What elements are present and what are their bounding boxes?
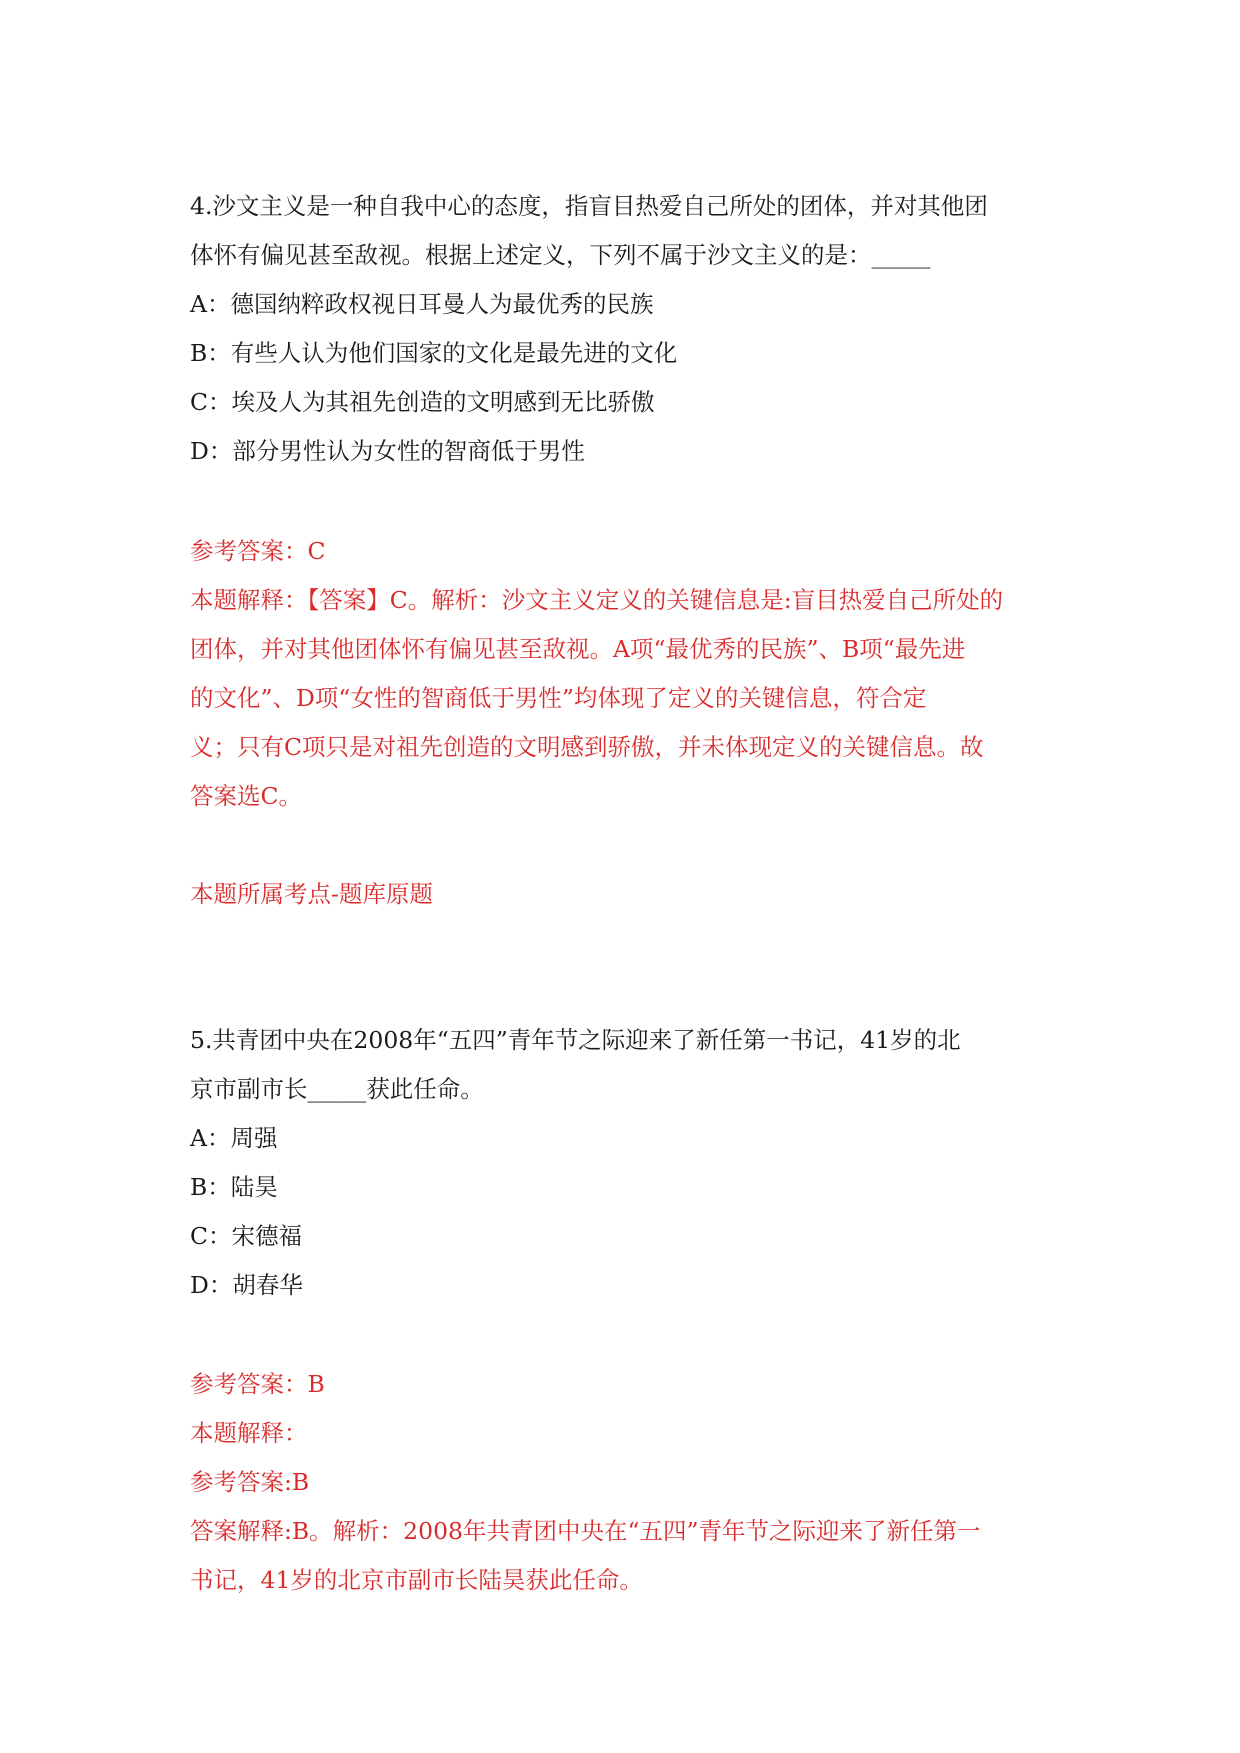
option-a: A：周强	[190, 1124, 278, 1152]
explanation-line: 答案选C。	[190, 782, 302, 810]
explanation-line: 的文化”、D项“女性的智商低于男性”均体现了定义的关键信息，符合定	[190, 684, 927, 712]
explanation-line: 书记，41岁的北京市副市长陆昊获此任命。	[190, 1566, 643, 1594]
option-b: B：陆昊	[190, 1173, 278, 1201]
question-4-stem	[190, 182, 1060, 280]
question-5-ref-answer	[190, 1458, 1060, 1507]
question-5-explanation-label	[190, 1409, 1060, 1458]
option-a: A：德国纳粹政权视日耳曼人为最优秀的民族	[190, 290, 654, 318]
option-d: D：部分男性认为女性的智商低于男性	[190, 437, 585, 465]
reference-answer: 参考答案：C	[190, 537, 326, 565]
option-c: C：宋德福	[190, 1222, 302, 1250]
question-stem-line: 5.共青团中央在2008年“五四”青年节之际迎来了新任第一书记，41岁的北	[190, 1026, 961, 1054]
reference-answer-alt: 参考答案:B	[190, 1468, 310, 1496]
explanation-line: 本题解释：【答案】C。解析：沙文主义定义的关键信息是:盲目热爱自己所处的	[190, 586, 1004, 614]
question-4-knowledge-point	[190, 870, 1060, 919]
question-stem-line: 4.沙文主义是一种自我中心的态度，指盲目热爱自己所处的团体，并对其他团	[190, 192, 988, 220]
question-stem-line: 体怀有偏见甚至敌视。根据上述定义，下列不属于沙文主义的是：_____	[190, 241, 931, 269]
question-4-answer	[190, 527, 1060, 576]
explanation-line: 义；只有C项只是对祖先创造的文明感到骄傲，并未体现定义的关键信息。故	[190, 733, 984, 761]
question-stem-line: 京市副市长_____获此任命。	[190, 1075, 484, 1103]
knowledge-point: 本题所属考点-题库原题	[190, 880, 433, 908]
question-4-options	[190, 280, 1060, 476]
question-5-answer	[190, 1360, 1060, 1409]
question-5-explanation	[190, 1507, 1060, 1605]
option-c: C：埃及人为其祖先创造的文明感到无比骄傲	[190, 388, 655, 416]
explanation-line: 团体，并对其他团体怀有偏见甚至敌视。A项“最优秀的民族”、B项“最先进	[190, 635, 966, 663]
option-b: B：有些人认为他们国家的文化是最先进的文化	[190, 339, 678, 367]
question-5-stem	[190, 1016, 1060, 1114]
explanation-label: 本题解释：	[190, 1419, 308, 1447]
reference-answer: 参考答案：B	[190, 1370, 325, 1398]
question-5-options	[190, 1114, 1060, 1310]
question-4-explanation	[190, 576, 1060, 821]
explanation-line: 答案解释:B。解析：2008年共青团中央在“五四”青年节之际迎来了新任第一	[190, 1517, 981, 1545]
option-d: D：胡春华	[190, 1271, 303, 1299]
